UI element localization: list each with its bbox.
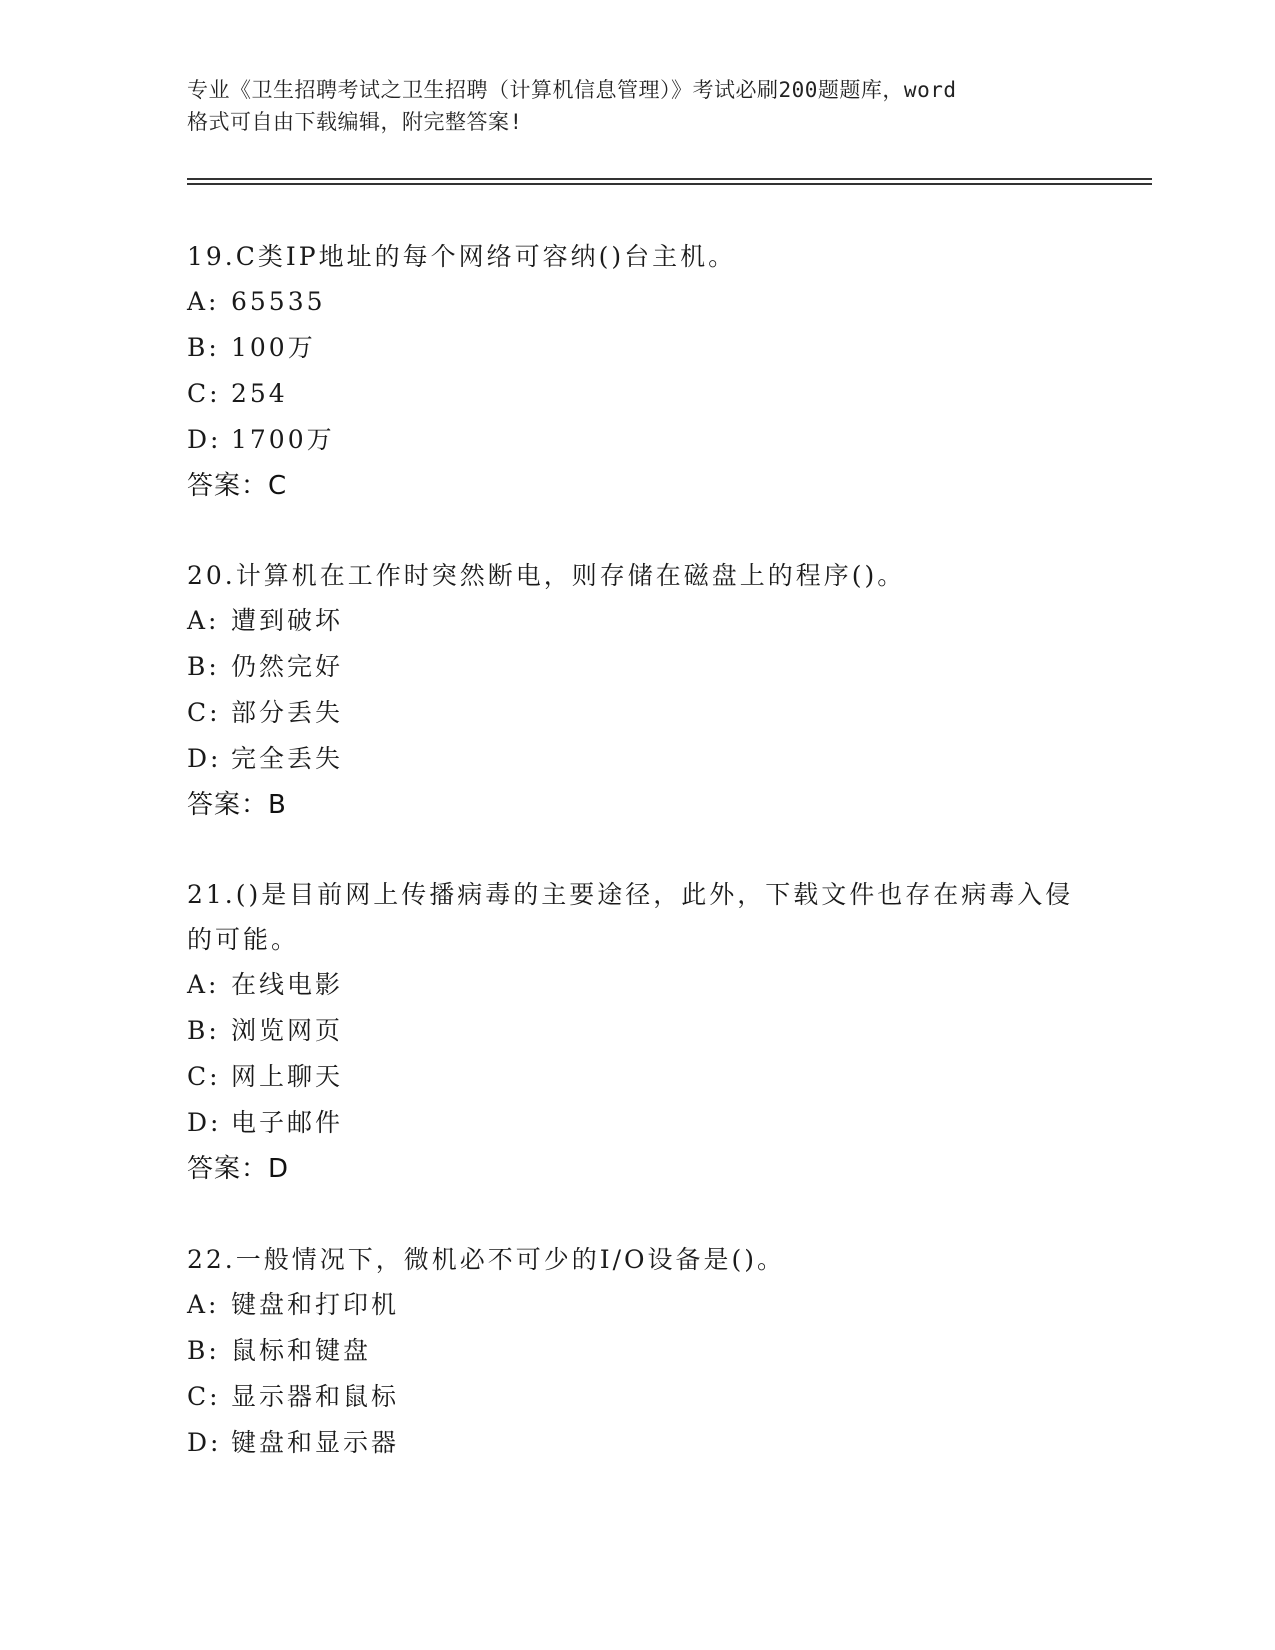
option-b [187, 644, 1087, 690]
option-key: B: [187, 652, 220, 681]
option-key: B: [187, 1016, 220, 1045]
option-d [187, 736, 1087, 782]
option-key: C: [187, 698, 221, 727]
question-text: 21.()是目前网上传播病毒的主要途径，此外，下载文件也存在病毒入侵的可能。 [187, 880, 1074, 954]
header-line-1: 专业《卫生招聘考试之卫生招聘（计算机信息管理）》考试必刷200题题库，word [187, 78, 957, 102]
option-value: 显示器和鼠标 [231, 1382, 400, 1411]
question-text: 19.C类IP地址的每个网络可容纳()台主机。 [187, 242, 737, 271]
question-19 [187, 234, 1087, 509]
option-key: A: [187, 970, 220, 999]
option-key: D: [187, 425, 222, 454]
option-key: C: [187, 1382, 221, 1411]
question-text: 22.一般情况下，微机必不可少的I/O设备是()。 [187, 1245, 786, 1274]
option-key: A: [187, 606, 220, 635]
option-a [187, 598, 1087, 644]
option-key: C: [187, 379, 221, 408]
option-key: D: [187, 744, 222, 773]
question-22 [187, 1237, 1087, 1466]
option-value: 浏览网页 [231, 1016, 344, 1045]
option-b [187, 1008, 1087, 1054]
option-c [187, 1374, 1087, 1420]
option-b [187, 1328, 1087, 1374]
answer-line: 答案：C [187, 471, 288, 501]
header-divider-bottom [187, 183, 1152, 185]
option-value: 鼠标和键盘 [231, 1336, 372, 1365]
option-key: B: [187, 333, 220, 362]
option-value: 部分丢失 [231, 698, 344, 727]
option-a [187, 962, 1087, 1008]
answer-line: 答案：D [187, 1154, 290, 1184]
document-header [187, 74, 1087, 138]
option-value: 键盘和显示器 [231, 1428, 400, 1457]
option-key: D: [187, 1428, 222, 1457]
option-b [187, 325, 1087, 371]
option-key: D: [187, 1108, 222, 1137]
question-21 [187, 872, 1087, 1192]
option-a [187, 1282, 1087, 1328]
option-value: 在线电影 [231, 970, 344, 999]
header-line-2: 格式可自由下载编辑，附完整答案! [187, 110, 523, 134]
option-key: C: [187, 1062, 221, 1091]
option-value: 网上聊天 [231, 1062, 344, 1091]
option-value: 完全丢失 [231, 744, 344, 773]
option-d [187, 1100, 1087, 1146]
option-value: 键盘和打印机 [231, 1290, 400, 1319]
option-d [187, 417, 1087, 463]
option-key: A: [187, 1290, 220, 1319]
option-value: 遭到破坏 [231, 606, 344, 635]
option-d [187, 1420, 1087, 1466]
option-c [187, 371, 1087, 417]
option-c [187, 1054, 1087, 1100]
option-c [187, 690, 1087, 736]
header-divider-top [187, 178, 1152, 180]
option-key: B: [187, 1336, 220, 1365]
option-value: 1700万 [231, 425, 335, 454]
option-a [187, 279, 1087, 325]
question-text: 20.计算机在工作时突然断电，则存储在磁盘上的程序()。 [187, 561, 906, 590]
option-value: 65535 [231, 287, 326, 316]
option-value: 254 [231, 379, 288, 408]
option-value: 仍然完好 [231, 652, 344, 681]
option-value: 电子邮件 [231, 1108, 344, 1137]
question-20 [187, 553, 1087, 828]
option-value: 100万 [231, 333, 316, 362]
answer-line: 答案：B [187, 790, 287, 820]
option-key: A: [187, 287, 220, 316]
